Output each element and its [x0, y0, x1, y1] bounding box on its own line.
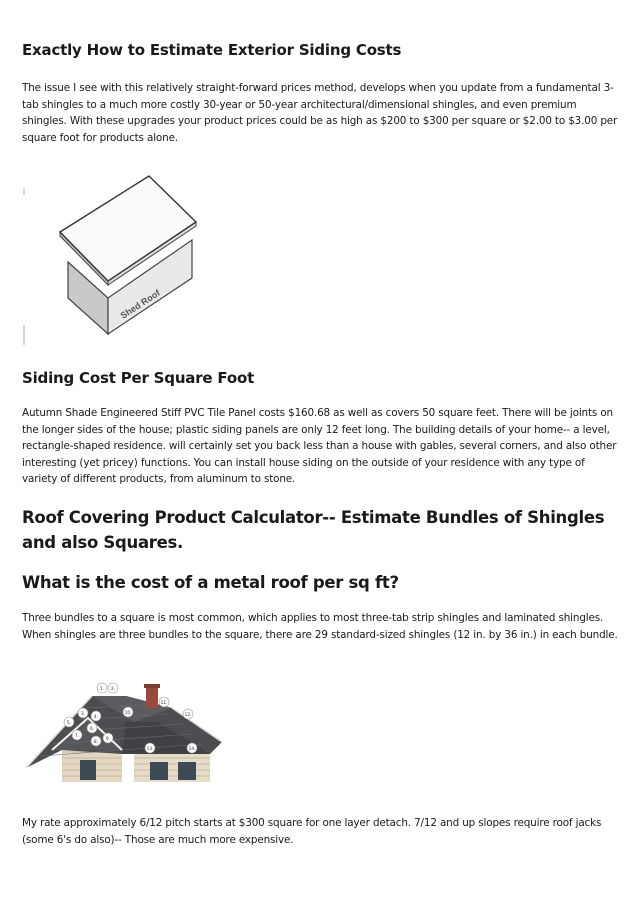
intro-paragraph: The issue I see with this relatively straight-forward prices method, develops when you update from a fundamental 3-tab shingles to a much more costly 30-year or 50-year architectural/dimensional shingles, and even premium shingles. With these upgrades your product prices could be as high as $200 to $300 per square or $2.00 to $3.00 per square foot for products alone. [22, 82, 618, 144]
closing-paragraph: My rate approximately 6/12 pitch starts at $300 square for one layer detach. 7/12 and up slopes require roof jacks (some 6's do also)-- Those are much more expensive. [22, 817, 602, 846]
svg-text:5.: 5. [67, 720, 71, 725]
svg-text:2.: 2. [111, 686, 115, 691]
section-heading-siding-cost: Siding Cost Per Square Foot [22, 369, 255, 387]
article-title: Exactly How to Estimate Exterior Siding Costs [22, 41, 402, 59]
svg-text:13.: 13. [146, 746, 154, 751]
roof-callout-3 [78, 708, 88, 718]
roof-callout-11 [159, 697, 169, 707]
siding-cost-paragraph: Autumn Shade Engineered Stiff PVC Tile Panel costs $160.68 as well as covers 50 square feet. There will be joints on the longer sides of the house; plastic siding panels are only 12 feet long. The building details of your home-- a level, rectangle-shaped residence. will certainly set you back less than a house with gables, several corners, and also other interesting (yet pricey) functions. You can install house siding on the outside of your residence with any type of variety of different products, from aluminum to stone. [22, 407, 617, 485]
svg-text:8.: 8. [94, 739, 98, 744]
svg-text:11.: 11. [160, 700, 168, 705]
section-heading-roof-calculator: Roof Covering Product Calculator-- Estimate Bundles of Shingles and also Squares. [22, 508, 605, 552]
svg-text:9.: 9. [106, 736, 110, 741]
svg-text:3.: 3. [81, 711, 85, 716]
roof-callout-7 [72, 730, 82, 740]
roof-callout-4 [91, 711, 101, 721]
svg-text:12.: 12. [184, 712, 192, 717]
section-heading-metal-roof-cost: What is the cost of a metal roof per sq ft? [22, 573, 399, 592]
roof-callout-2 [108, 683, 118, 693]
svg-text:10.: 10. [124, 710, 132, 715]
roof-callout-6 [87, 723, 97, 733]
svg-text:Shed Roof: Shed Roof [118, 287, 162, 321]
shingle-bundles-paragraph: Three bundles to a square is most common, which applies to most three-tab strip shingles and laminated shingles. When shingles are three bundles to the square, there are 29 standard-sized shingles (12 in. by 36 in.) in each bundle. [22, 612, 618, 641]
roof-callout-8 [91, 736, 101, 746]
svg-text:14.: 14. [188, 746, 196, 751]
svg-text:4.: 4. [94, 714, 98, 719]
roof-callout-5 [64, 717, 74, 727]
svg-text:7.: 7. [75, 733, 79, 738]
roof-callout-10 [123, 707, 133, 717]
roof-callout-1 [97, 683, 107, 693]
roof-callout-9 [103, 733, 113, 743]
roof-callout-14 [187, 743, 197, 753]
shed-roof-illustration [20, 150, 260, 350]
roof-anatomy-illustration [22, 678, 234, 784]
roof-callout-13 [145, 743, 155, 753]
roof-callout-12 [183, 709, 193, 719]
svg-text:6.: 6. [90, 726, 94, 731]
svg-text:1.: 1. [100, 686, 104, 691]
